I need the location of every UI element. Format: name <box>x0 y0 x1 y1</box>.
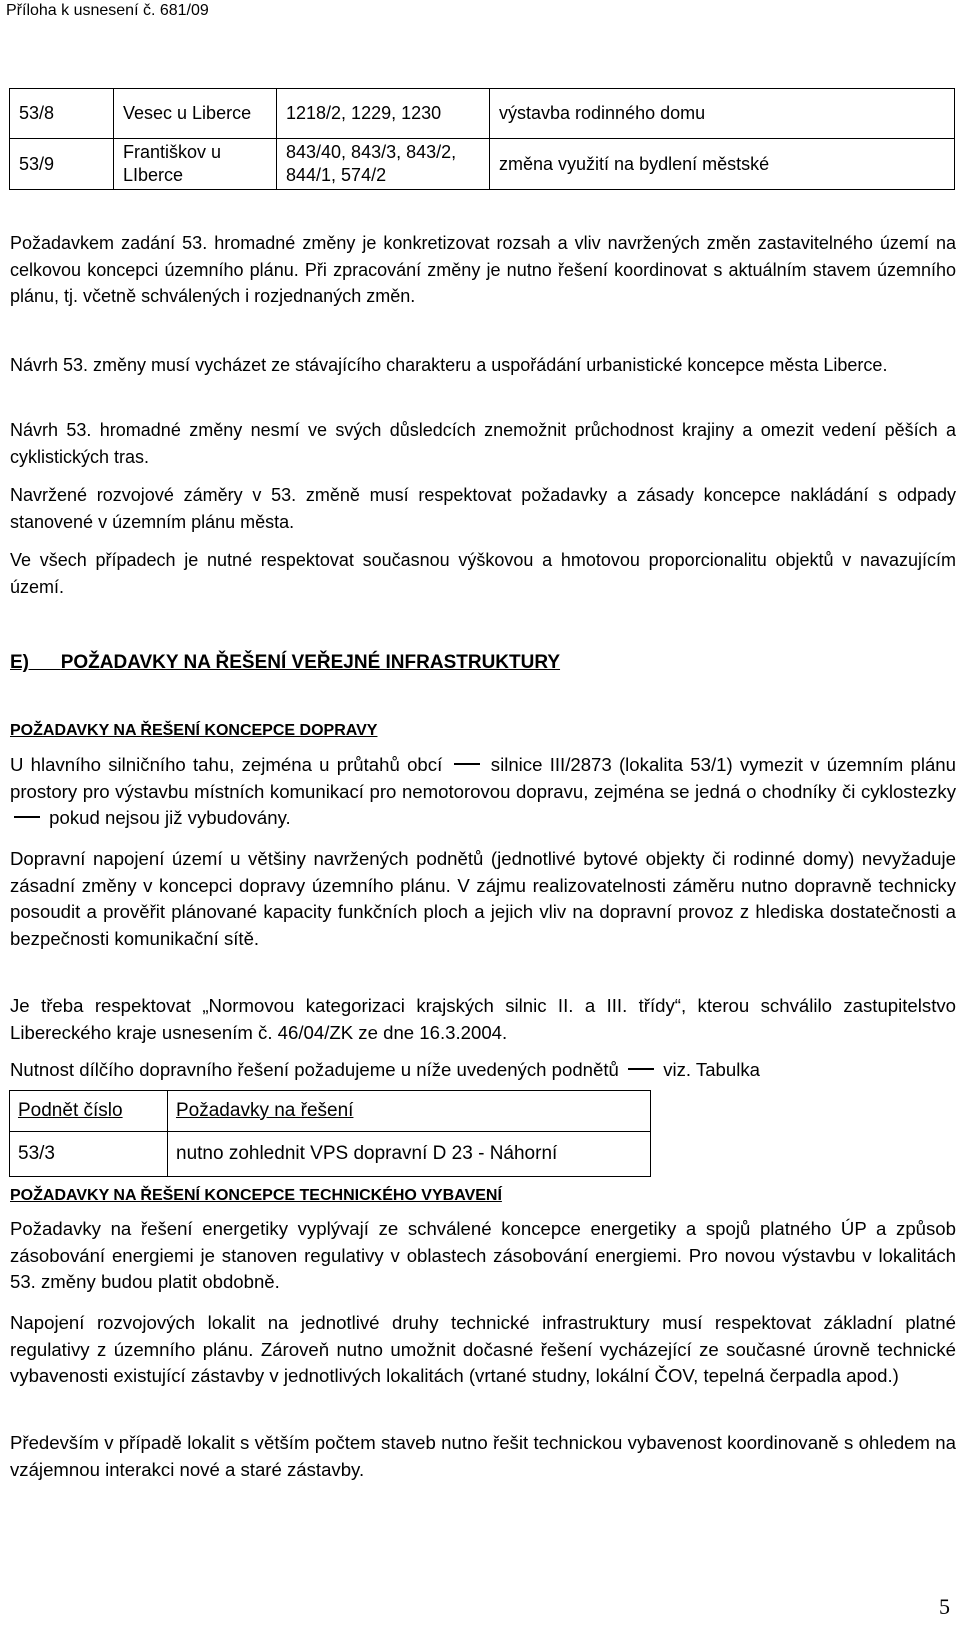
paragraph-requirements: Požadavkem zadání 53. hromadné změny je konkretizovat rozsah a vliv navržených změn zastavitelného území na celkovou koncepci územního plánu. Při zpracování změny je nutno řešení koordinovat s aktuálním stavem územního plánu, tj. včetně schválených i rozjednaných změn. <box>10 233 956 306</box>
column-header-requirement: Požadavky na řešení <box>168 1091 651 1132</box>
column-header-id: Podnět číslo <box>10 1091 168 1132</box>
technical-heading: POŽADAVKY NA ŘEŠENÍ KONCEPCE TECHNICKÉHO VYBAVENÍ <box>10 1187 502 1204</box>
table-row <box>10 1132 651 1177</box>
table-row <box>10 139 955 190</box>
changes-table <box>9 88 955 190</box>
paragraph-connection: Dopravní napojení území u většiny navržených podnětů (jednotlivé bytové objekty či rodinné domy) nevyžaduje zásadní změny v koncepci dopravy územního plánu. V zájmu realizovatelnosti záměru nutno dopravně technicky posoudit a prověřit plánované kapacity funkčních ploch a jejich vliv na dopravní provoz z hlediska dostatečnosti a bezpečnosti komunikační sítě. <box>10 848 956 949</box>
paragraph-permeability: Návrh 53. hromadné změny nesmí ve svých důsledcích znemožnit průchodnost krajiny a omezit vedení pěších a cyklistických tras. <box>10 420 956 467</box>
table-header-row <box>10 1091 651 1132</box>
section-letter: E) <box>10 652 29 673</box>
paragraph-proportionality: Ve všech případech je nutné respektovat současnou výškovou a hmotovou proporcionalitu objektů v navazujícím území. <box>10 550 956 597</box>
paragraph-road: U hlavního silničního tahu, zejména u průtahů obcí silnice III/2873 (lokalita 53/1) vymezit v územním plánu prostory pro výstavbu místních komunikací pro nemotorovou dopravu, zejména se jedná o chodníky či cyklostezky pokud nejsou již vybudovány. <box>10 754 956 828</box>
change-description: výstavba rodinného domu <box>490 89 955 139</box>
suggestion-id: 53/3 <box>10 1132 168 1177</box>
change-description: změna využití na bydlení městské <box>490 139 955 190</box>
traffic-table <box>9 1090 651 1177</box>
table-row <box>10 89 955 139</box>
change-locality: Františkov u LIberce <box>114 139 277 190</box>
section-e-title <box>10 652 560 674</box>
page-number: 5 <box>939 1594 950 1619</box>
change-locality: Vesec u Liberce <box>114 89 277 139</box>
change-parcels: 843/40, 843/3, 843/2, 844/1, 574/2 <box>277 139 490 190</box>
paragraph-character: Návrh 53. změny musí vycházet ze stávajícího charakteru a uspořádání urbanistické koncepce města Liberce. <box>10 355 888 375</box>
change-id: 53/8 <box>10 89 114 139</box>
paragraph-coordination: Především v případě lokalit s větším počtem staveb nutno řešit technickou vybavenost koordinovaně s ohledem na vzájemnou interakci nové a staré zástavby. <box>10 1432 956 1480</box>
paragraph-norm: Je třeba respektovat „Normovou kategorizaci krajských silnic II. a III. třídy“, kterou schválilo zastupitelstvo Libereckého kraje usnesením č. 46/04/ZK ze dne 16.3.2004. <box>10 995 956 1043</box>
section-heading: POŽADAVKY NA ŘEŠENÍ VEŘEJNÉ INFRASTRUKTURY <box>60 652 561 673</box>
change-id: 53/9 <box>10 139 114 190</box>
paragraph-partial-solution: Nutnost dílčího dopravního řešení požadujeme u níže uvedených podnětů viz. Tabulka <box>10 1059 761 1080</box>
paragraph-infrastructure: Napojení rozvojových lokalit na jednotlivé druhy technické infrastruktury musí respektovat základní platné regulativy z územního plánu. Zároveň nutno umožnit dočasné řešení vycházející ze současné úrovně technické vybavenosti existující zástavby v jednotlivých lokalitách (vrtané studny, lokální ČOV, tepelná čerpadla apod.) <box>10 1312 956 1386</box>
paragraph-waste: Navržené rozvojové záměry v 53. změně musí respektovat požadavky a zásady koncepce nakládání s odpady stanovené v územním plánu města. <box>10 485 956 532</box>
attachment-header: Příloha k usnesení č. 681/09 <box>6 2 209 19</box>
change-parcels: 1218/2, 1229, 1230 <box>277 89 490 139</box>
suggestion-requirement: nutno zohlednit VPS dopravní D 23 - Náhorní <box>168 1132 651 1177</box>
transport-heading: POŽADAVKY NA ŘEŠENÍ KONCEPCE DOPRAVY <box>10 722 378 739</box>
paragraph-energy: Požadavky na řešení energetiky vyplývají ze schválené koncepce energetiky a spojů platného ÚP a způsob zásobování energiemi je stanoven regulativy v oblastech zásobování energiemi. Pro novou výstavbu v lokalitách 53. změny budou platit obdobně. <box>10 1218 956 1292</box>
